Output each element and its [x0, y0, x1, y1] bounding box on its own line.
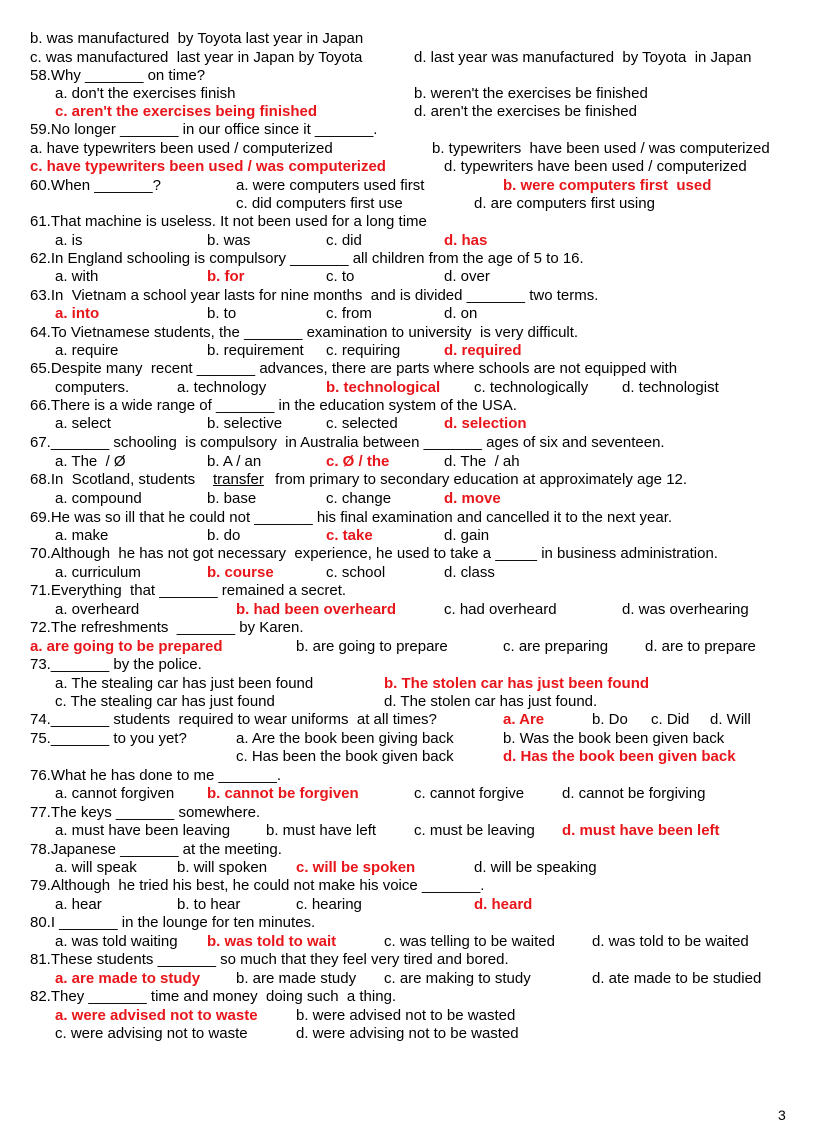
- text-line: [0, 656, 816, 674]
- text-segment: 58.Why _______ on time?: [30, 67, 206, 84]
- text-segment: c. did: [326, 232, 362, 249]
- text-segment: a. curriculum: [55, 564, 141, 581]
- text-segment: 78.Japanese _______ at the meeting.: [30, 841, 282, 858]
- answer-highlight: c. take: [326, 527, 373, 544]
- text-segment: 76.What he has done to me _______.: [30, 767, 282, 784]
- text-line: [0, 675, 816, 693]
- text-line: [0, 49, 816, 67]
- answer-highlight: b. were computers first used: [503, 177, 712, 194]
- answer-highlight: b. was told to wait: [207, 933, 337, 950]
- answer-highlight: d. selection: [444, 415, 527, 432]
- text-segment: 61.That machine is useless. It not been used for a long time: [30, 213, 427, 230]
- text-line: [0, 490, 816, 508]
- text-segment: a. The stealing car has just been found: [55, 675, 314, 692]
- text-segment: a. make: [55, 527, 109, 544]
- text-segment: c. from: [326, 305, 372, 322]
- underlined-word: transfer: [213, 471, 264, 488]
- answer-highlight: b. had been overheard: [236, 601, 397, 618]
- text-segment: c. had overheard: [444, 601, 557, 618]
- text-segment: d. technologist: [622, 379, 719, 396]
- text-line: [0, 564, 816, 582]
- answer-highlight: a. are made to study: [55, 970, 201, 987]
- text-segment: a. compound: [55, 490, 142, 507]
- text-line: [0, 415, 816, 433]
- text-segment: a. were computers used first: [236, 177, 425, 194]
- text-segment: d. was told to be waited: [592, 933, 749, 950]
- text-segment: a. with: [55, 268, 99, 285]
- answer-highlight: b. technological: [326, 379, 441, 396]
- text-segment: d. cannot be forgiving: [562, 785, 706, 802]
- text-segment: b. were advised not to be wasted: [296, 1007, 516, 1024]
- answer-highlight: a. were advised not to waste: [55, 1007, 258, 1024]
- text-segment: from primary to secondary education at approximately age 12.: [271, 471, 688, 488]
- text-segment: d. on: [444, 305, 478, 322]
- text-segment: 70.Although he has not got necessary experience, he used to take a _____ in business administration.: [30, 545, 718, 562]
- text-line: [0, 103, 816, 121]
- text-segment: b. weren't the exercises be finished: [414, 85, 648, 102]
- text-segment: b. Do: [592, 711, 628, 728]
- text-line: [0, 619, 816, 637]
- text-line: [0, 1025, 816, 1043]
- page-number: 3: [778, 1107, 786, 1123]
- text-segment: 71.Everything that _______ remained a secret.: [30, 582, 347, 599]
- text-segment: b. will spoken: [177, 859, 268, 876]
- text-line: [0, 804, 816, 822]
- answer-highlight: c. will be spoken: [296, 859, 416, 876]
- text-segment: d. The stolen car has just found.: [384, 693, 598, 710]
- text-segment: a. is: [55, 232, 83, 249]
- text-segment: 77.The keys _______ somewhere.: [30, 804, 261, 821]
- text-line: [0, 638, 816, 656]
- text-line: [0, 933, 816, 951]
- text-segment: d. are to prepare: [645, 638, 756, 655]
- text-line: [0, 896, 816, 914]
- text-segment: d. last year was manufactured by Toyota in Japan: [414, 49, 752, 66]
- text-segment: a. will speak: [55, 859, 137, 876]
- text-segment: c. selected: [326, 415, 398, 432]
- text-segment: 60.When _______?: [30, 177, 161, 194]
- text-line: [0, 67, 816, 85]
- text-segment: b. must have left: [266, 822, 377, 839]
- answer-highlight: d. must have been left: [562, 822, 720, 839]
- text-line: [0, 1007, 816, 1025]
- text-line: [0, 767, 816, 785]
- text-segment: d. was overhearing: [622, 601, 749, 618]
- answer-highlight: c. Ø / the: [326, 453, 390, 470]
- text-line: [0, 287, 816, 305]
- text-line: [0, 177, 816, 195]
- text-segment: d. will be speaking: [474, 859, 597, 876]
- text-line: [0, 970, 816, 988]
- text-segment: a. technology: [177, 379, 267, 396]
- text-segment: a. Are the book been giving back: [236, 730, 454, 747]
- text-segment: b. are going to prepare: [296, 638, 448, 655]
- text-segment: b. do: [207, 527, 241, 544]
- text-line: [0, 877, 816, 895]
- text-line: [0, 601, 816, 619]
- text-segment: c. must be leaving: [414, 822, 535, 839]
- text-line: [0, 509, 816, 527]
- text-line: [0, 121, 816, 139]
- text-segment: b. base: [207, 490, 257, 507]
- text-segment: 62.In England schooling is compulsory _______ all children from the age of 5 to 16.: [30, 250, 584, 267]
- text-line: [0, 158, 816, 176]
- answer-highlight: a. into: [55, 305, 100, 322]
- text-segment: d. were advising not to be wasted: [296, 1025, 519, 1042]
- text-segment: c. technologically: [474, 379, 589, 396]
- text-line: [0, 434, 816, 452]
- text-segment: 72.The refreshments _______ by Karen.: [30, 619, 304, 636]
- text-segment: 64.To Vietnamese students, the _______ examination to university is very difficult.: [30, 324, 579, 341]
- text-segment: c. are making to study: [384, 970, 531, 987]
- text-segment: 68.In Scotland, students: [30, 471, 200, 488]
- text-segment: a. was told waiting: [55, 933, 178, 950]
- text-line: [0, 951, 816, 969]
- text-line: [0, 453, 816, 471]
- text-segment: 65.Despite many recent _______ advances, there are parts where schools are not equipped with: [30, 360, 678, 377]
- text-segment: d. are computers first using: [474, 195, 655, 212]
- text-segment: a. require: [55, 342, 119, 359]
- text-segment: a. cannot forgiven: [55, 785, 175, 802]
- text-segment: c. The stealing car has just found: [55, 693, 275, 710]
- text-segment: 66.There is a wide range of _______ in the education system of the USA.: [30, 397, 517, 414]
- text-segment: c. hearing: [296, 896, 362, 913]
- text-segment: d. The / ah: [444, 453, 520, 470]
- text-line: [0, 693, 816, 711]
- text-line: [0, 748, 816, 766]
- text-segment: d. Will: [710, 711, 751, 728]
- text-segment: 81.These students _______ so much that they feel very tired and bored.: [30, 951, 509, 968]
- text-line: [0, 545, 816, 563]
- text-segment: c. change: [326, 490, 392, 507]
- text-line: [0, 195, 816, 213]
- text-segment: computers.: [55, 379, 130, 396]
- text-segment: c. school: [326, 564, 386, 581]
- text-line: [0, 527, 816, 545]
- text-segment: d. ate made to be studied: [592, 970, 762, 987]
- text-line: [0, 342, 816, 360]
- text-segment: c. were advising not to waste: [55, 1025, 248, 1042]
- text-line: [0, 250, 816, 268]
- answer-highlight: b. The stolen car has just been found: [384, 675, 650, 692]
- text-segment: a. have typewriters been used / computerized: [30, 140, 333, 157]
- answer-highlight: d. has: [444, 232, 488, 249]
- text-segment: d. typewriters have been used / computerized: [444, 158, 747, 175]
- text-segment: a. hear: [55, 896, 102, 913]
- text-segment: a. overheard: [55, 601, 140, 618]
- text-segment: b. typewriters have been used / was computerized: [432, 140, 770, 157]
- text-segment: b. requirement: [207, 342, 304, 359]
- answer-highlight: b. cannot be forgiven: [207, 785, 359, 802]
- text-line: [0, 85, 816, 103]
- text-segment: a. select: [55, 415, 111, 432]
- text-segment: c. was telling to be waited: [384, 933, 555, 950]
- text-segment: d. aren't the exercises be finished: [414, 103, 637, 120]
- text-segment: b. Was the book been given back: [503, 730, 725, 747]
- text-segment: b. A / an: [207, 453, 262, 470]
- text-segment: d. class: [444, 564, 495, 581]
- text-line: [0, 379, 816, 397]
- text-segment: c. cannot forgive: [414, 785, 525, 802]
- text-segment: c. Did: [651, 711, 690, 728]
- text-segment: a. The / Ø: [55, 453, 126, 470]
- text-segment: 67._______ schooling is compulsory in Australia between _______ ages of six and seventeen.: [30, 434, 665, 451]
- text-line: [0, 859, 816, 877]
- text-segment: 74._______ students required to wear uniforms at all times?: [30, 711, 437, 728]
- text-line: [0, 268, 816, 286]
- text-segment: b. was manufactured by Toyota last year in Japan: [30, 30, 364, 47]
- answer-highlight: b. for: [207, 268, 245, 285]
- text-segment: b. are made study: [236, 970, 357, 987]
- text-segment: b. selective: [207, 415, 283, 432]
- text-segment: 73._______ by the police.: [30, 656, 202, 673]
- text-segment: c. to: [326, 268, 355, 285]
- text-segment: 59.No longer _______ in our office since it _______.: [30, 121, 378, 138]
- text-line: [0, 213, 816, 231]
- text-segment: c. did computers first use: [236, 195, 403, 212]
- text-line: [0, 140, 816, 158]
- text-line: [0, 914, 816, 932]
- text-segment: d. gain: [444, 527, 490, 544]
- text-segment: c. was manufactured last year in Japan by Toyota: [30, 49, 363, 66]
- answer-highlight: b. course: [207, 564, 274, 581]
- text-segment: c. Has been the book given back: [236, 748, 454, 765]
- text-line: [0, 711, 816, 729]
- answer-highlight: d. heard: [474, 896, 533, 913]
- text-line: [0, 822, 816, 840]
- answer-highlight: d. move: [444, 490, 501, 507]
- text-line: [0, 305, 816, 323]
- text-line: [0, 360, 816, 378]
- text-line: [0, 397, 816, 415]
- text-segment: b. was: [207, 232, 251, 249]
- answer-highlight: c. have typewriters been used / was computerized: [30, 158, 386, 175]
- text-segment: 80.I _______ in the lounge for ten minutes.: [30, 914, 316, 931]
- answer-highlight: d. required: [444, 342, 522, 359]
- text-line: [0, 730, 816, 748]
- text-segment: b. to hear: [177, 896, 241, 913]
- text-segment: 63.In Vietnam a school year lasts for nine months and is divided _______ two terms.: [30, 287, 599, 304]
- text-line: [0, 232, 816, 250]
- text-line: [0, 582, 816, 600]
- text-segment: a. don't the exercises finish: [55, 85, 236, 102]
- text-segment: c. requiring: [326, 342, 401, 359]
- text-segment: 75._______ to you yet?: [30, 730, 187, 747]
- text-line: [0, 30, 816, 48]
- text-segment: 82.They _______ time and money doing such a thing.: [30, 988, 397, 1005]
- text-segment: b. to: [207, 305, 237, 322]
- answer-highlight: d. Has the book been given back: [503, 748, 736, 765]
- text-segment: a. must have been leaving: [55, 822, 231, 839]
- answer-highlight: c. aren't the exercises being finished: [55, 103, 317, 120]
- text-segment: c. are preparing: [503, 638, 609, 655]
- answer-highlight: a. Are: [503, 711, 545, 728]
- text-line: [0, 471, 816, 489]
- text-segment: 79.Although he tried his best, he could not make his voice _______.: [30, 877, 485, 894]
- text-line: [0, 841, 816, 859]
- text-line: [0, 324, 816, 342]
- answer-highlight: a. are going to be prepared: [30, 638, 223, 655]
- text-line: [0, 988, 816, 1006]
- text-segment: 69.He was so ill that he could not _______ his final examination and cancelled it to the next year.: [30, 509, 673, 526]
- text-segment: d. over: [444, 268, 490, 285]
- text-line: [0, 785, 816, 803]
